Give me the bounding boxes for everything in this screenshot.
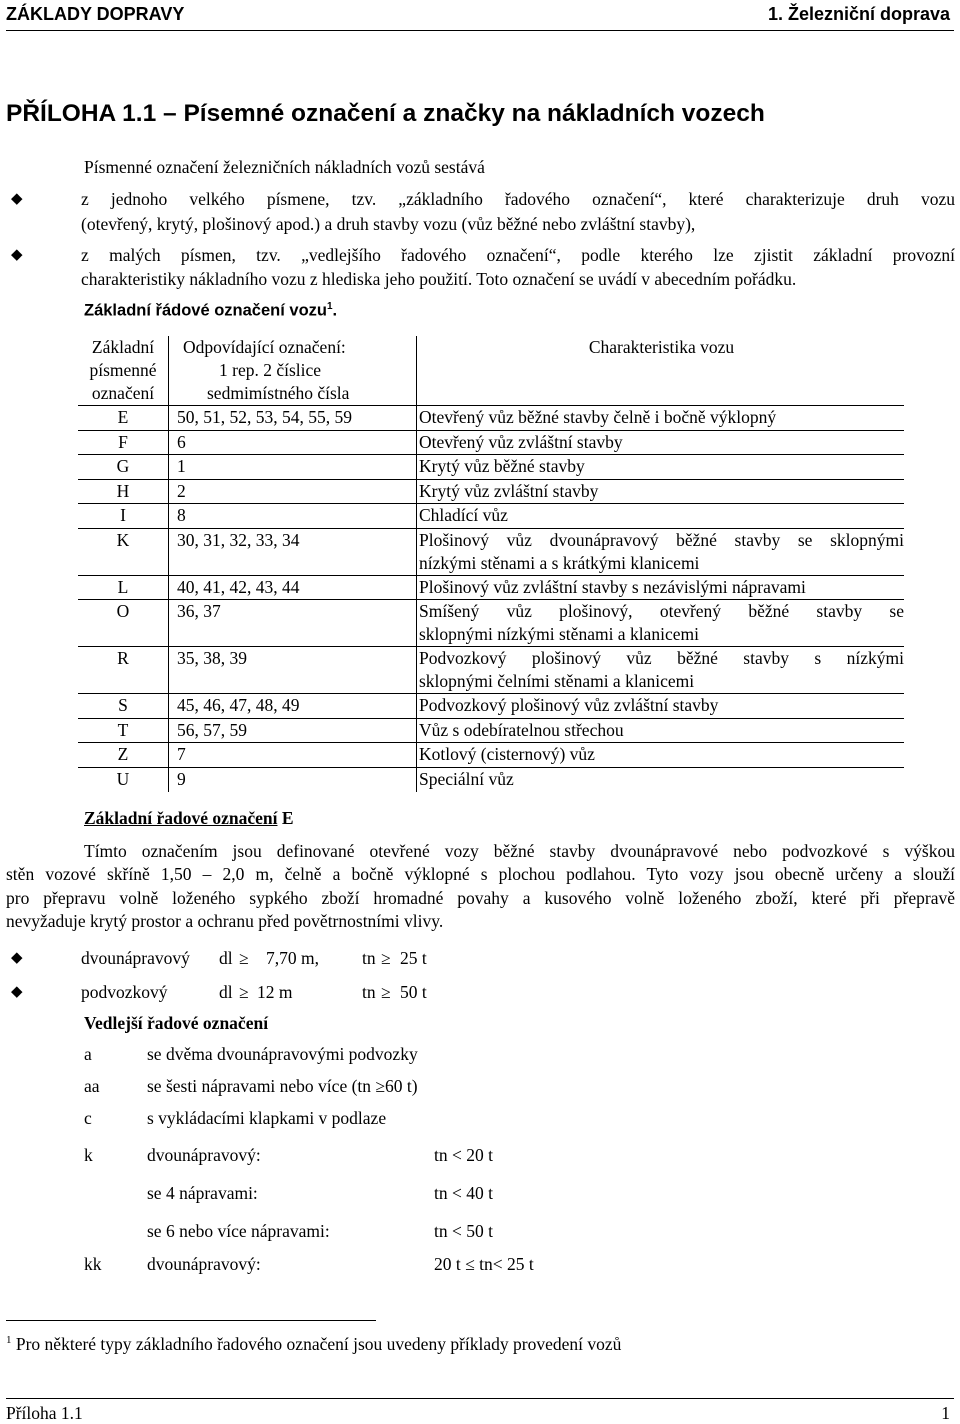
gte-icon: ≥	[239, 982, 249, 1002]
row-letter: E	[78, 406, 169, 431]
spec-1-dl: dl	[219, 948, 233, 968]
secondary-code-k: k	[84, 1145, 93, 1165]
row-description-line: Otevřený vůz zvláštní stavby	[419, 431, 623, 452]
section-e-para-line-3: pro přepravu volně loženého sypkého zboží hromadné povahy a kusového volně loženého zboží, které při přepravě	[6, 888, 955, 908]
section-e-para-line-1: Tímto označením jsou definované otevřené vozy běžné stavby dvounápravové nebo podvozkové s výškou	[84, 841, 955, 861]
footnote-separator	[6, 1320, 376, 1321]
secondary-heading: Vedlejší řadové označení	[84, 1013, 269, 1033]
k-label: dvounápravový:	[147, 1145, 261, 1165]
row-numbers: 9	[169, 767, 417, 792]
header-cell-letter	[78, 336, 169, 406]
header-characteristic-label: Charakteristika vozu	[588, 337, 735, 357]
header-cell-characteristic	[417, 336, 905, 406]
row-description-line: Chladící vůz	[419, 505, 508, 525]
table-row	[78, 528, 904, 575]
row-description	[417, 647, 905, 694]
table-row	[78, 504, 904, 529]
row-letter: I	[78, 504, 169, 529]
table-header-row	[78, 336, 904, 406]
page-number: 1	[941, 1403, 950, 1423]
row-description-line: Krytý vůz běžné stavby	[419, 456, 585, 476]
row-description	[417, 406, 905, 431]
row-numbers: 6	[169, 430, 417, 455]
header-letter-line: písmenné	[89, 360, 157, 380]
header-cell-numbers	[169, 336, 417, 406]
row-description-line: sklopnými čelními stěnami a klanicemi	[419, 671, 695, 691]
row-description	[417, 430, 905, 455]
row-description	[417, 575, 905, 600]
row-letter: Z	[78, 743, 169, 768]
row-description	[417, 504, 905, 529]
header-left: ZÁKLADY DOPRAVY	[6, 4, 185, 24]
gte-icon: ≥	[381, 982, 391, 1002]
secondary-text: se dvěma dvounápravovými podvozky	[147, 1044, 418, 1064]
section-e-heading-rest: E	[277, 808, 294, 828]
k-value: tn < 50 t	[434, 1221, 493, 1241]
table-row	[78, 718, 904, 743]
header-right: 1. Železniční doprava	[767, 4, 950, 24]
table-row	[78, 406, 904, 431]
page-footer	[6, 1398, 954, 1423]
row-description-line: nízkými stěnami a s krátkými klanicemi	[419, 552, 700, 573]
secondary-code: aa	[84, 1076, 100, 1096]
spec-2-tn: tn	[362, 982, 376, 1002]
row-numbers: 1	[169, 455, 417, 480]
section-e-para-line-2: stěn vozové skříně 1,50 – 2,0 m, čelně a bočně výklopné s plochou podlahou. Tyto vozy jsou obecně určeny a slouží	[6, 864, 955, 884]
row-description-line: Vůz s odebíratelnou střechou	[419, 719, 624, 740]
gte-icon: ≥	[381, 948, 391, 968]
diamond-bullet-icon: ◆	[11, 247, 23, 263]
secondary-text: s vykládacími klapkami v podlaze	[147, 1108, 387, 1128]
row-letter: K	[78, 528, 169, 575]
k-value: tn < 20 t	[434, 1145, 493, 1165]
kk-value: 20 t ≤ tn< 25 t	[434, 1254, 534, 1274]
table-row	[78, 479, 904, 504]
section-e-heading	[84, 808, 294, 829]
footnote-text: Pro některé typy základního řadového označení jsou uvedeny příklady provedení vozů	[15, 1334, 622, 1354]
wagon-classification-table	[78, 336, 904, 792]
k-value: tn < 40 t	[434, 1183, 493, 1203]
row-description-line: sklopnými nízkými stěnami a klanicemi	[419, 624, 699, 644]
row-description-line: Plošinový vůz zvláštní stavby s nezávislými nápravami	[419, 576, 806, 597]
secondary-code: c	[84, 1108, 92, 1128]
table-title-end: .	[332, 301, 338, 320]
row-description	[417, 600, 905, 647]
row-description-line: Otevřený vůz běžné stavby čelně i bočně výklopný	[419, 407, 777, 427]
header-letter-line: označení	[91, 383, 155, 403]
spec-2-dl: dl	[219, 982, 233, 1002]
kk-label: dvounápravový:	[147, 1254, 261, 1274]
table-row	[78, 743, 904, 768]
footnote-ref: 1	[326, 301, 333, 312]
row-letter: U	[78, 767, 169, 792]
spec-2-dl-value: 12 m	[257, 982, 293, 1002]
spec-1-type: dvounápravový	[81, 948, 190, 968]
spec-1-dl-value: 7,70 m,	[266, 948, 319, 968]
row-description	[417, 455, 905, 480]
row-numbers: 8	[169, 504, 417, 529]
spec-1-tn-value: 25 t	[400, 948, 427, 968]
spec-2-type: podvozkový	[81, 982, 168, 1002]
table-row	[78, 767, 904, 792]
footnote	[6, 1334, 621, 1355]
table-row	[78, 600, 904, 647]
row-description	[417, 718, 905, 743]
row-description	[417, 479, 905, 504]
page-title: PŘÍLOHA 1.1 – Písemné označení a značky na nákladních vozech	[6, 100, 765, 127]
secondary-text: se šesti nápravami nebo více (tn ≥60 t)	[147, 1076, 418, 1096]
diamond-bullet-icon: ◆	[11, 984, 23, 1000]
section-e-heading-underlined: Základní řadové označení	[84, 808, 278, 828]
table-body	[78, 406, 904, 792]
table-title-text: Základní řádové označení vozu	[84, 301, 327, 320]
footnote-mark: 1	[6, 1334, 12, 1347]
row-numbers: 2	[169, 479, 417, 504]
bullet-2-line-2: charakteristiky nákladního vozu z hlediska jeho použití. Toto označení se uvádí v abecedním pořádku.	[81, 269, 797, 289]
row-letter: O	[78, 600, 169, 647]
spec-2-tn-value: 50 t	[400, 982, 427, 1002]
bullet-1-line-1: z jednoho velkého písmene, tzv. „základního řadového označení“, které charakterizuje druh vozu	[81, 189, 955, 209]
k-label: se 6 nebo více nápravami:	[147, 1221, 330, 1241]
row-description-line: Krytý vůz zvláštní stavby	[419, 480, 599, 501]
k-label: se 4 nápravami:	[147, 1183, 258, 1203]
header-numbers-line: Odpovídající označení:	[183, 337, 346, 357]
footer-left: Příloha 1.1	[6, 1403, 83, 1423]
page-header	[6, 0, 954, 31]
row-letter: R	[78, 647, 169, 694]
table-title	[84, 301, 337, 321]
table-row	[78, 647, 904, 694]
row-letter: F	[78, 430, 169, 455]
row-description-line: Podvozkový plošinový vůz běžné stavby s nízkými	[419, 648, 904, 668]
row-numbers: 40, 41, 42, 43, 44	[169, 575, 417, 600]
row-description	[417, 528, 905, 575]
gte-icon: ≥	[239, 948, 249, 968]
secondary-code: a	[84, 1044, 92, 1064]
row-numbers: 56, 57, 59	[169, 718, 417, 743]
row-numbers: 36, 37	[169, 600, 417, 647]
row-numbers: 7	[169, 743, 417, 768]
row-description-line: Podvozkový plošinový vůz zvláštní stavby	[419, 695, 719, 715]
row-description-line: Speciální vůz	[419, 768, 514, 789]
diamond-bullet-icon: ◆	[11, 950, 23, 966]
table-row	[78, 430, 904, 455]
intro-text: Písmenné označení železničních nákladních vozů sestává	[84, 157, 485, 177]
secondary-code-kk: kk	[84, 1254, 102, 1274]
table-row	[78, 575, 904, 600]
table-row	[78, 694, 904, 719]
header-numbers-line: 1 rep. 2 číslice	[219, 360, 322, 380]
row-description	[417, 767, 905, 792]
section-e-para-line-4: nevyžaduje krytý prostor a ochranu před povětrnostními vlivy.	[6, 911, 444, 931]
row-description	[417, 743, 905, 768]
row-description	[417, 694, 905, 719]
row-letter: S	[78, 694, 169, 719]
header-letter-line: Základní	[91, 337, 155, 357]
row-letter: H	[78, 479, 169, 504]
row-numbers: 30, 31, 32, 33, 34	[169, 528, 417, 575]
row-numbers: 50, 51, 52, 53, 54, 55, 59	[169, 406, 417, 431]
row-numbers: 45, 46, 47, 48, 49	[169, 694, 417, 719]
row-description-line: Kotlový (cisternový) vůz	[419, 744, 595, 764]
spec-1-tn: tn	[362, 948, 376, 968]
row-description-line: Smíšený vůz plošinový, otevřený běžné stavby se	[419, 601, 904, 621]
row-letter: T	[78, 718, 169, 743]
row-letter: L	[78, 575, 169, 600]
header-numbers-line: sedmimístného čísla	[207, 383, 350, 403]
diamond-bullet-icon: ◆	[11, 191, 23, 207]
row-description-line: Plošinový vůz dvounápravový běžné stavby se sklopnými	[419, 529, 904, 550]
bullet-1-line-2: (otevřený, krytý, plošinový apod.) a druh stavby vozu (vůz běžné nebo zvláštní stavby),	[81, 214, 696, 234]
table-row	[78, 455, 904, 480]
row-letter: G	[78, 455, 169, 480]
bullet-2-line-1: z malých písmen, tzv. „vedlejšího řadového označení“, podle kterého lze zjistit základní provozní	[81, 245, 955, 265]
row-numbers: 35, 38, 39	[169, 647, 417, 694]
